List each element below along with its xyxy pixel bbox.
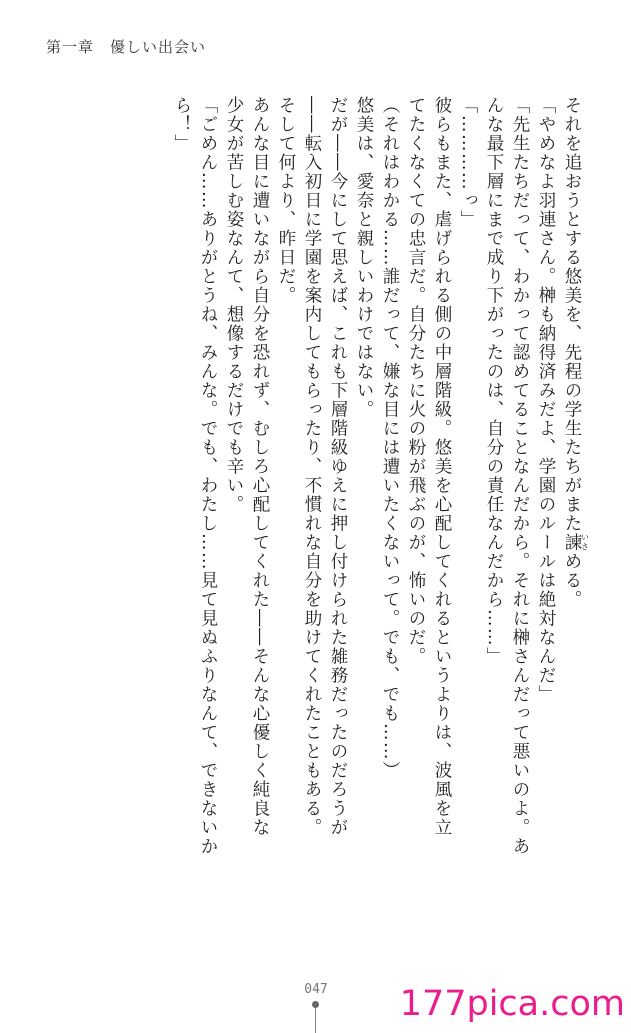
text-line: んな最下層にまで成り下がったのは、自分の責任なんだから……」 (484, 96, 504, 666)
vertical-body-text (169, 96, 589, 948)
ruby-annotation: 諫いさ (562, 533, 590, 552)
text-line: そして何より、昨日だ。 (276, 96, 296, 305)
text-line: （それはわかる……誰だって、嫌な目には遭いたくないって。でも、でも……） (380, 96, 400, 780)
page-marker-dot (312, 1001, 319, 1008)
page-marker-line (315, 1008, 316, 1033)
text-line: ――転入初日に学園を案内してもらったり、不慣れな自分を助けてくれたこともある。 (302, 96, 322, 837)
text-line: 悠美は、愛奈と親しいわけではない。 (354, 96, 374, 419)
text-line: 彼らもまた、虐げられる側の中層階級。悠美を心配してくれるというよりは、波風を立 (432, 96, 452, 837)
chapter-title: 第一章 優しい出会い (46, 38, 207, 56)
text-line: 少女が苦しむ姿なんて、想像するだけでも辛い。 (224, 96, 244, 514)
text-line: 「先生たちだって、わかって認めてることなんだから。それに榊さんだって悪いのよ。あ (510, 96, 530, 856)
text-line: てたくなくての忠言だ。自分たちに火の粉が飛ぶのが、怖いのだ。 (406, 96, 426, 666)
page-number: 047 (304, 982, 328, 997)
text-line: あんな目に遭いながら自分を恐れず、むしろ心配してくれた――そんな心優しく純良な (250, 96, 270, 837)
text-line: それを追おうとする悠美を、先程の学生たちがまた諫いさめる。 (562, 96, 590, 609)
text-line: ら！」 (172, 96, 192, 153)
ruby-reading: いさ (580, 533, 590, 552)
text-line: 「ごめん……ありがとうね、みんな。でも、わたし……見て見ぬふりなんて、できないか (198, 96, 218, 856)
text-line: だが――今にして思えば、これも下層階級ゆえに押し付けられた雑務だったのだろうが (328, 96, 348, 837)
text-line: 「やめなよ羽連さん。榊も納得済みだよ、学園のルールは絶対なんだ」 (536, 96, 556, 704)
watermark-logo: 177pica.com (399, 984, 625, 1024)
text-line: 「…………っ」 (458, 96, 478, 229)
